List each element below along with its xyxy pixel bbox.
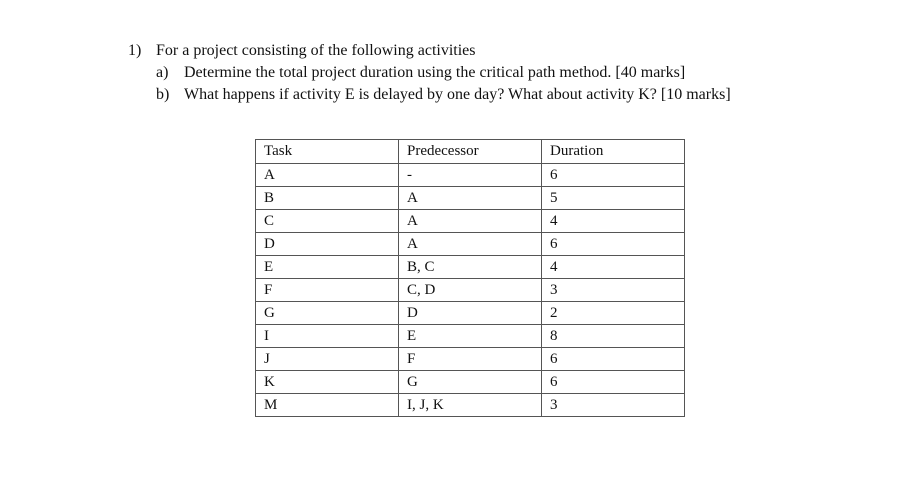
task-cell: B [256, 187, 399, 210]
table-body [256, 164, 685, 417]
table-header-row [256, 140, 685, 164]
predecessor-cell: B, C [399, 256, 542, 279]
part-b-text: What happens if activity E is delayed by one day? What about activity K? [10 marks] [184, 86, 731, 103]
duration-cell: 8 [542, 325, 685, 348]
header-duration: Duration [542, 140, 685, 164]
task-cell: F [256, 279, 399, 302]
table-row [256, 256, 685, 279]
table-row [256, 210, 685, 233]
part-a-text: Determine the total project duration using the critical path method. [40 marks] [184, 64, 686, 81]
task-cell: K [256, 371, 399, 394]
predecessor-cell: E [399, 325, 542, 348]
table-row [256, 325, 685, 348]
header-predecessor: Predecessor [399, 140, 542, 164]
task-cell: I [256, 325, 399, 348]
duration-cell: 6 [542, 164, 685, 187]
task-cell: J [256, 348, 399, 371]
part-a-label: a) [156, 64, 169, 81]
task-cell: G [256, 302, 399, 325]
duration-cell: 5 [542, 187, 685, 210]
question-1-part-b [156, 85, 856, 105]
duration-cell: 3 [542, 279, 685, 302]
predecessor-cell: D [399, 302, 542, 325]
predecessor-cell: A [399, 233, 542, 256]
duration-cell: 6 [542, 348, 685, 371]
table-row [256, 279, 685, 302]
table-row [256, 371, 685, 394]
predecessor-cell: G [399, 371, 542, 394]
question-1 [128, 41, 828, 61]
question-number: 1) [128, 42, 142, 59]
activity-table [255, 139, 685, 417]
task-cell: A [256, 164, 399, 187]
table-row [256, 348, 685, 371]
duration-cell: 4 [542, 210, 685, 233]
table-row [256, 164, 685, 187]
predecessor-cell: C, D [399, 279, 542, 302]
duration-cell: 4 [542, 256, 685, 279]
task-cell: D [256, 233, 399, 256]
duration-cell: 6 [542, 233, 685, 256]
question-1-part-a [156, 63, 856, 83]
predecessor-cell: - [399, 164, 542, 187]
part-b-label: b) [156, 86, 170, 103]
duration-cell: 3 [542, 394, 685, 417]
task-cell: M [256, 394, 399, 417]
predecessor-cell: I, J, K [399, 394, 542, 417]
table-row [256, 302, 685, 325]
question-text: For a project consisting of the following activities [156, 42, 476, 59]
predecessor-cell: A [399, 210, 542, 233]
task-cell: C [256, 210, 399, 233]
predecessor-cell: A [399, 187, 542, 210]
table-row [256, 233, 685, 256]
header-task: Task [256, 140, 399, 164]
table-row [256, 187, 685, 210]
duration-cell: 2 [542, 302, 685, 325]
predecessor-cell: F [399, 348, 542, 371]
duration-cell: 6 [542, 371, 685, 394]
task-cell: E [256, 256, 399, 279]
table-row [256, 394, 685, 417]
